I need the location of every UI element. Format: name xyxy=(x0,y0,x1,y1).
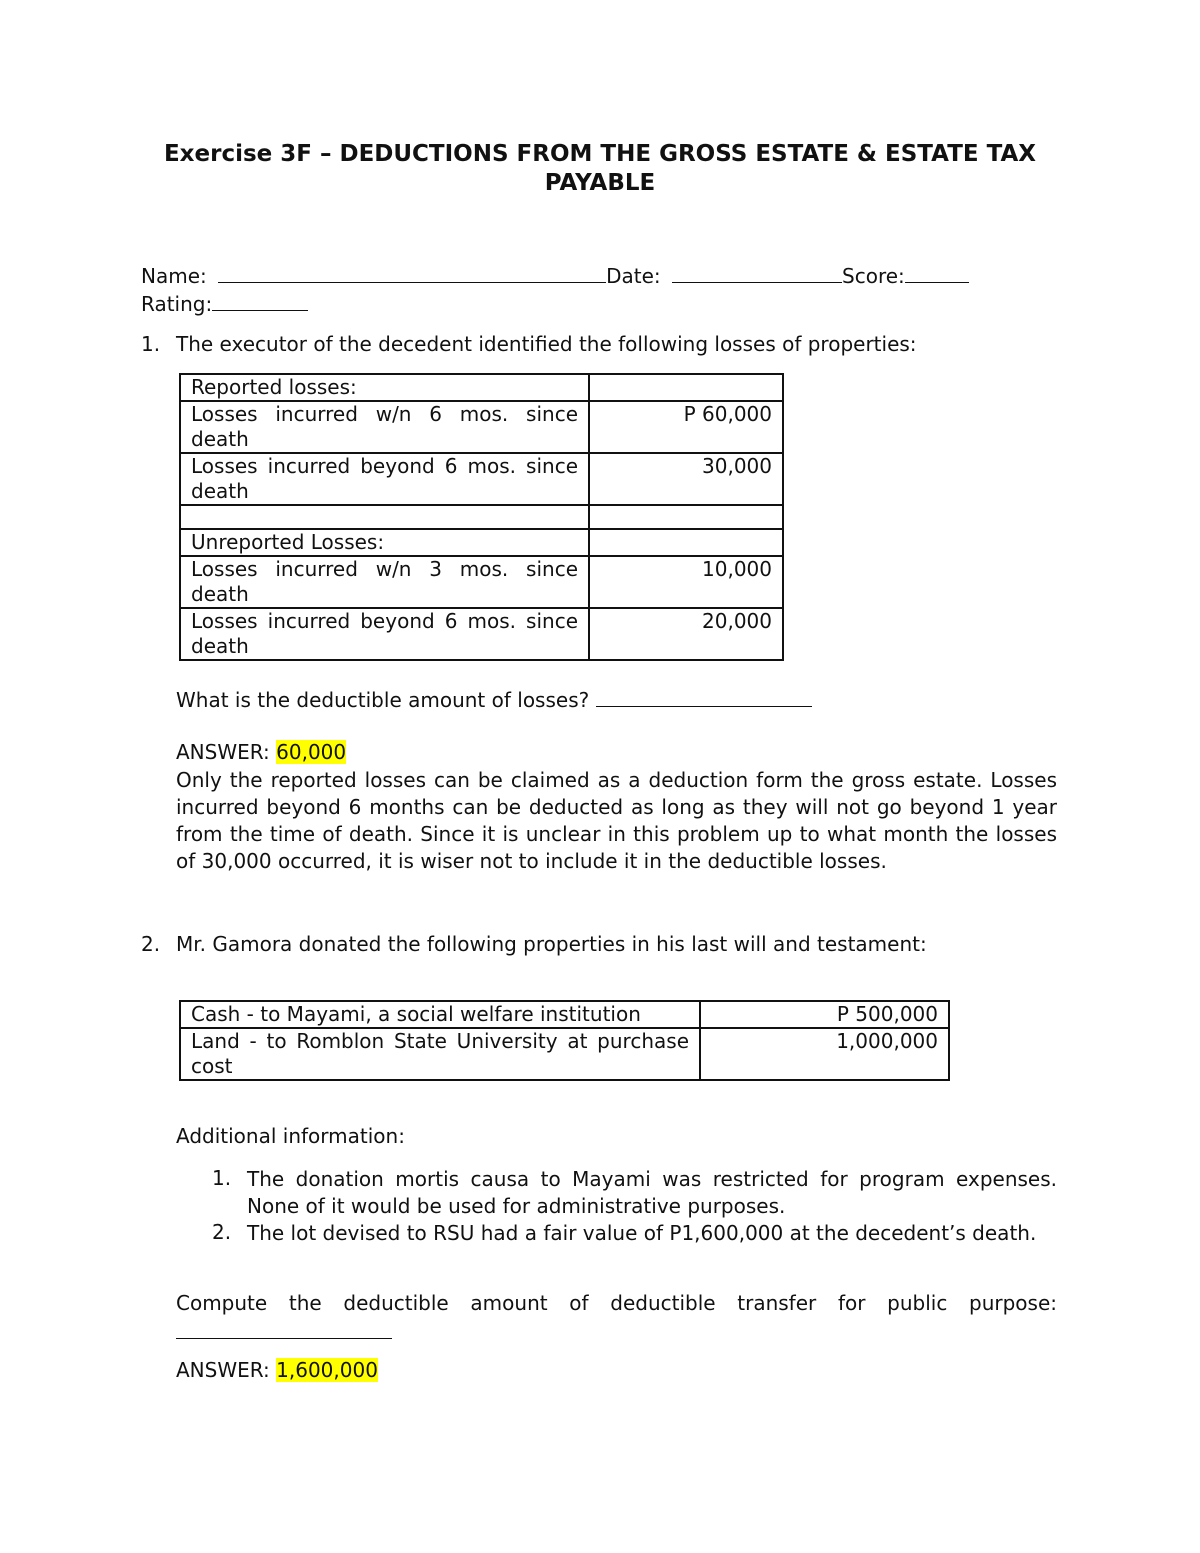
date-blank[interactable] xyxy=(672,262,842,283)
q2-answer-value: 1,600,000 xyxy=(276,1358,378,1382)
rating-blank[interactable] xyxy=(212,290,308,311)
losses-amount-cell: 30,000 xyxy=(589,453,783,505)
losses-row xyxy=(180,529,783,556)
losses-desc-cell xyxy=(180,505,589,529)
q2-answer xyxy=(176,1358,378,1382)
losses-row xyxy=(180,505,783,529)
losses-desc-cell: Unreported Losses: xyxy=(180,529,589,556)
student-info-header xyxy=(141,262,969,318)
q1-explanation: Only the reported losses can be claimed as a deduction form the gross estate. Losses incurred beyond 6 months can be deducted as long as they will not go beyond 1 year from the time of death. Since it is unclear in this problem up to what month the losses of 30,000 occurred, it is wiser not to include it in the deductible losses. xyxy=(176,768,1057,873)
q1-answer-blank[interactable] xyxy=(596,686,812,707)
q2-prompt: Mr. Gamora donated the following properties in his last will and testament: xyxy=(176,932,927,956)
q1-number: 1. xyxy=(141,332,161,356)
name-blank[interactable] xyxy=(218,262,606,283)
losses-desc-cell: Losses incurred w/n 6 mos. since death xyxy=(180,401,589,453)
q2-answer-blank[interactable] xyxy=(176,1318,392,1339)
additional-item-1-text: The donation mortis causa to Mayami was restricted for program expenses. None of it would be used for administrative purposes. xyxy=(247,1167,1057,1218)
losses-amount-cell: 20,000 xyxy=(589,608,783,660)
losses-desc-cell: Losses incurred beyond 6 mos. since death xyxy=(180,453,589,505)
additional-info-label: Additional information: xyxy=(176,1124,405,1148)
q2-question: Compute the deductible amount of deductible transfer for public purpose: xyxy=(176,1291,1057,1315)
name-label: Name: xyxy=(141,264,207,288)
donations-table xyxy=(179,1000,950,1081)
losses-desc-cell: Losses incurred beyond 6 mos. since death xyxy=(180,608,589,660)
losses-row xyxy=(180,556,783,608)
losses-table xyxy=(179,373,784,661)
donation-amount-cell: 1,000,000 xyxy=(700,1028,949,1080)
q1-answer-label: ANSWER: xyxy=(176,740,270,764)
losses-amount-cell xyxy=(589,505,783,529)
donation-row xyxy=(180,1028,949,1080)
losses-row xyxy=(180,374,783,401)
title-line-1: Exercise 3F – DEDUCTIONS FROM THE GROSS ESTATE & ESTATE TAX xyxy=(163,141,1037,167)
q2-answer-blank-line xyxy=(176,1318,392,1344)
losses-desc-cell: Losses incurred w/n 3 mos. since death xyxy=(180,556,589,608)
losses-amount-cell: P 60,000 xyxy=(589,401,783,453)
q1-prompt: The executor of the decedent identified the following losses of properties: xyxy=(176,332,917,356)
q2-answer-label: ANSWER: xyxy=(176,1358,270,1382)
page-title xyxy=(100,140,1100,198)
additional-item-2-number: 2. xyxy=(212,1220,232,1244)
score-label: Score: xyxy=(842,264,905,288)
rating-label: Rating: xyxy=(141,292,213,316)
losses-row xyxy=(180,453,783,505)
q1-question xyxy=(176,686,812,712)
donation-amount-cell: P 500,000 xyxy=(700,1001,949,1028)
additional-item-1-number: 1. xyxy=(212,1166,232,1190)
losses-amount-cell: 10,000 xyxy=(589,556,783,608)
q1-question-text: What is the deductible amount of losses? xyxy=(176,688,590,712)
score-blank[interactable] xyxy=(905,262,969,283)
q2-number: 2. xyxy=(141,932,161,956)
losses-amount-cell xyxy=(589,374,783,401)
donation-desc-cell: Cash - to Mayami, a social welfare institution xyxy=(180,1001,700,1028)
additional-item-2-text: The lot devised to RSU had a fair value of P1,600,000 at the decedent’s death. xyxy=(247,1221,1037,1245)
losses-desc-cell: Reported losses: xyxy=(180,374,589,401)
losses-amount-cell xyxy=(589,529,783,556)
donation-desc-cell: Land - to Romblon State University at purchase cost xyxy=(180,1028,700,1080)
q1-answer-value: 60,000 xyxy=(276,740,347,764)
losses-row xyxy=(180,608,783,660)
donation-row xyxy=(180,1001,949,1028)
losses-row xyxy=(180,401,783,453)
date-label: Date: xyxy=(606,264,661,288)
q1-answer xyxy=(176,740,346,764)
title-line-2: PAYABLE xyxy=(544,170,656,196)
